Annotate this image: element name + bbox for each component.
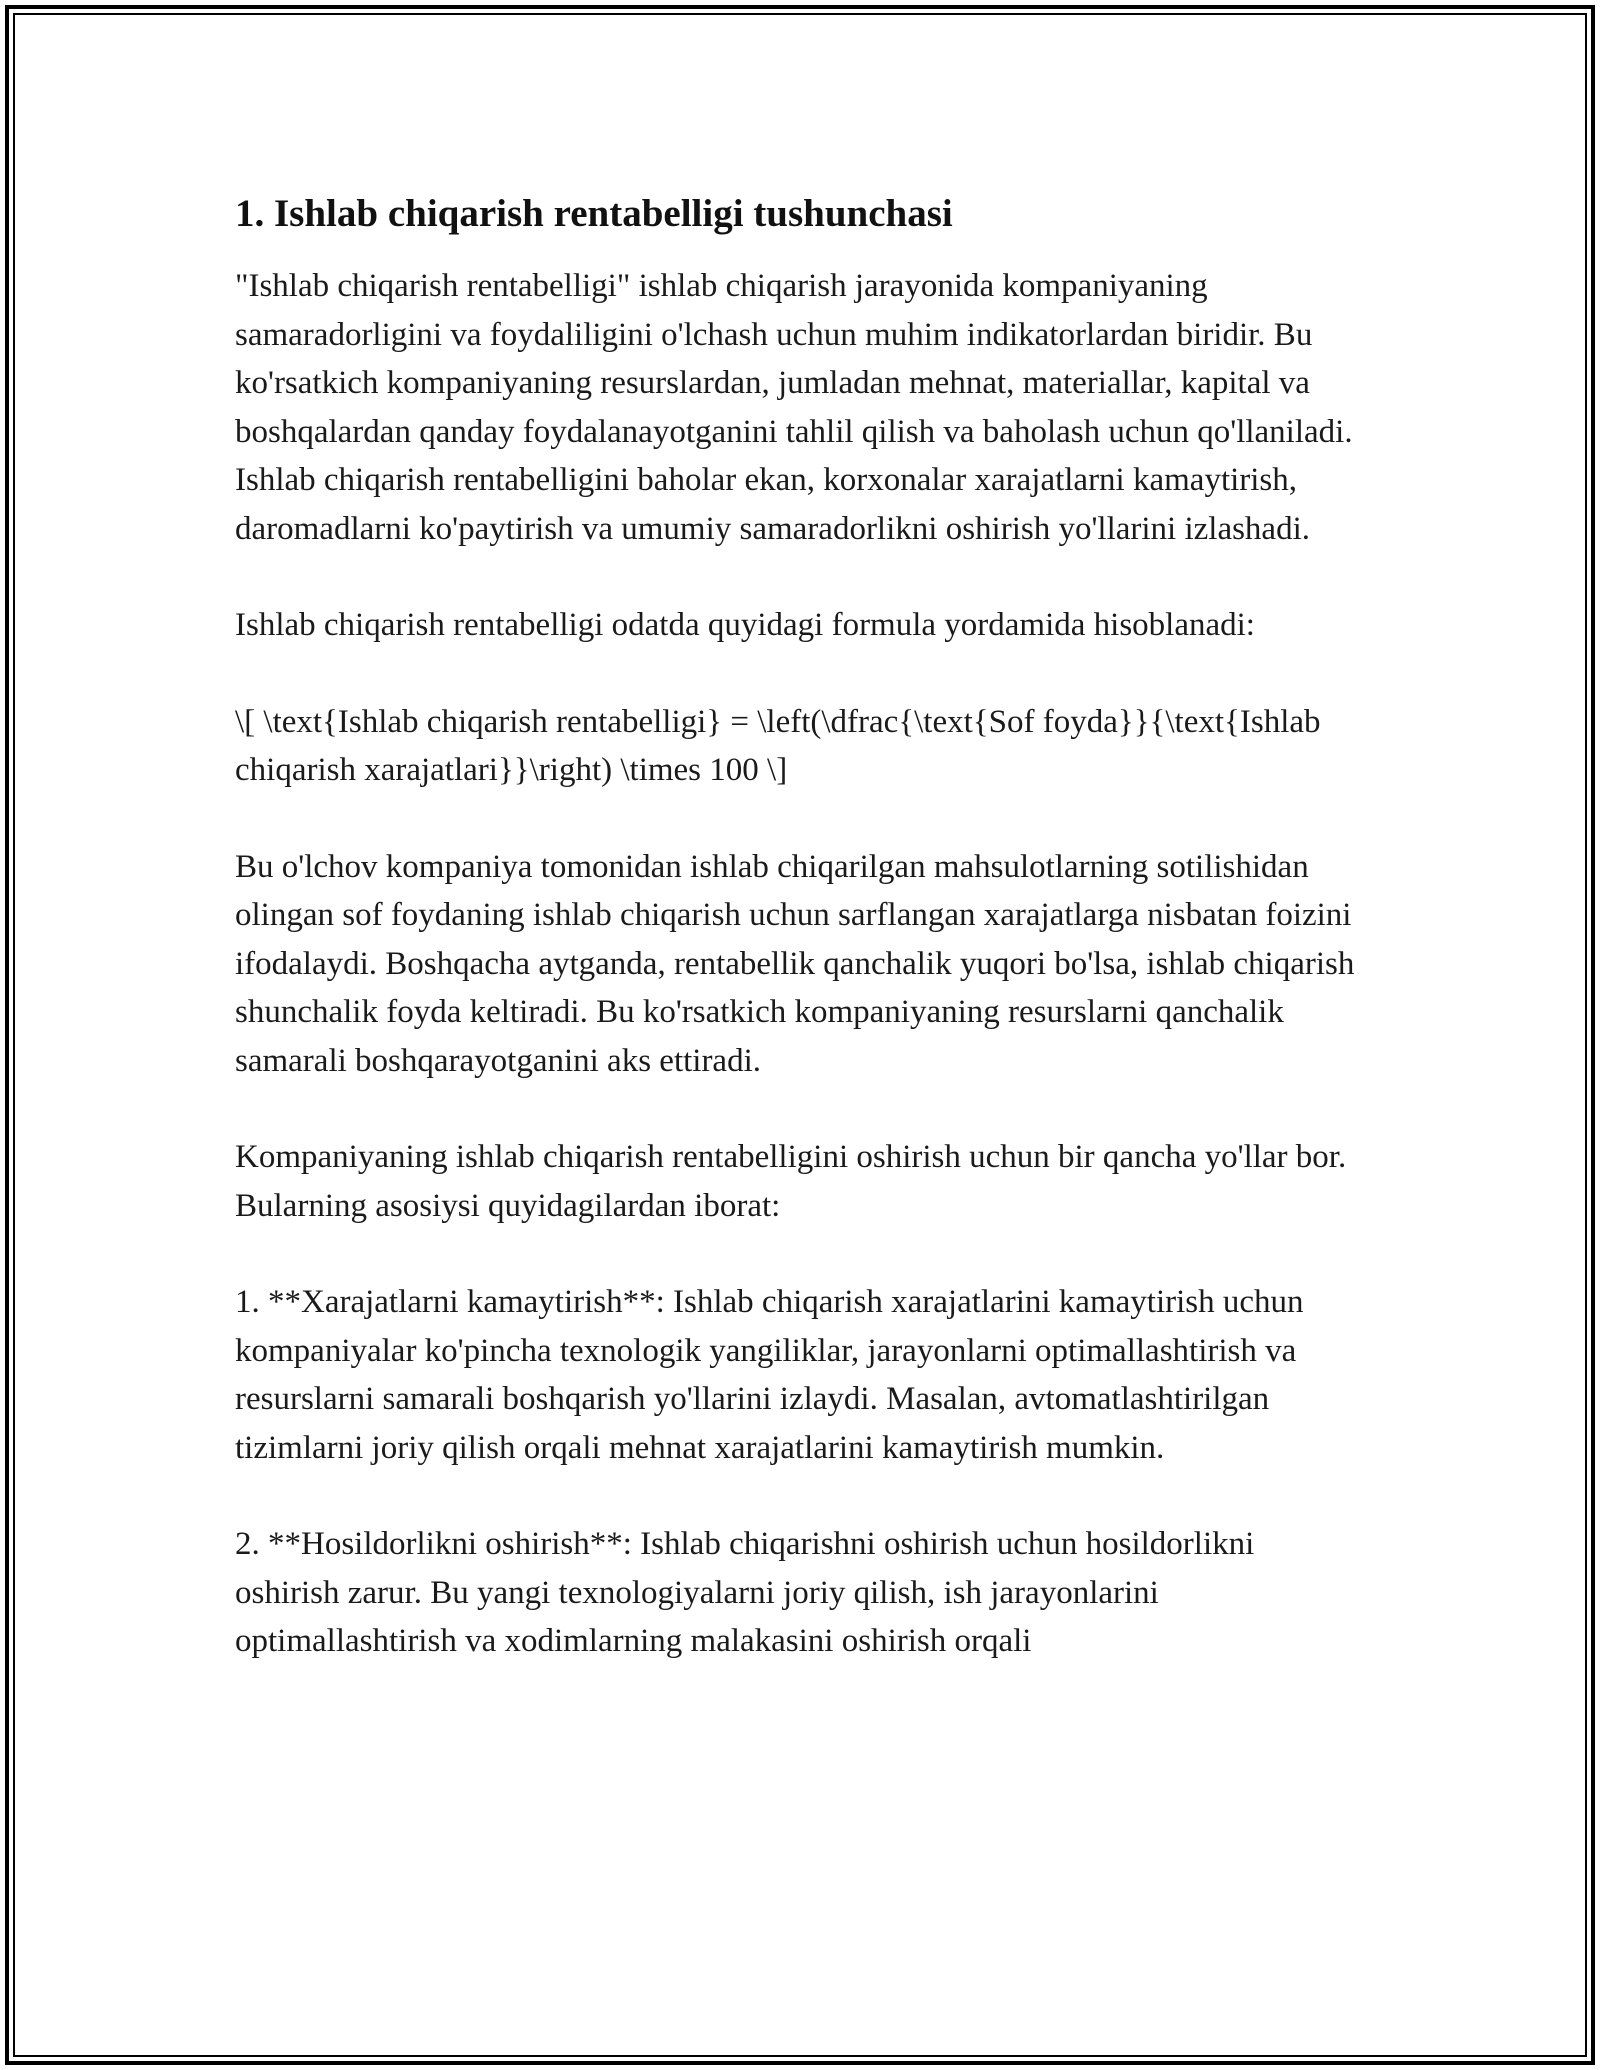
list-item-cost-reduction: 1. **Xarajatlarni kamaytirish**: Ishlab chiqarish xarajatlarini kamaytirish uchun kompaniyalar ko'pincha texnologik yangiliklar, jarayonlarni optimallashtirish va resurslarni samarali boshqarish yo'llarini izlaydi. Masalan, avtomatlashtirilgan tizimlarni joriy qilish orqali mehnat xarajatlarini kamaytirish mumkin.: [235, 1284, 1304, 1466]
list-item-productivity: 2. **Hosildorlikni oshirish**: Ishlab chiqarishni oshirish uchun hosildorlikni oshirish zarur. Bu yangi texnologiyalarni joriy qilish, ish jarayonlarini optimallashtirish va xodimlarning malakasini oshirish orqali: [235, 1526, 1255, 1659]
paragraph-formula-intro: Ishlab chiqarish rentabelligi odatda quyidagi formula yordamida hisoblanadi:: [235, 607, 1255, 643]
paragraph-explanation: Bu o'lchov kompaniya tomonidan ishlab chiqarilgan mahsulotlarning sotilishidan olingan sof foydaning ishlab chiqarish uchun sarflangan xarajatlarga nisbatan foizini ifodalaydi. Boshqacha aytganda, rentabellik qanchalik yuqori bo'lsa, ishlab chiqarish shunchalik foyda keltiradi. Bu ko'rsatkich kompaniyaning resurslarni qanchalik samarali boshqarayotganini aks ettiradi.: [235, 848, 1355, 1079]
section-heading: 1. Ishlab chiqarish rentabelligi tushunchasi: [235, 192, 953, 235]
paragraph-definition: "Ishlab chiqarish rentabelligi" ishlab chiqarish jarayonida kompaniyaning samaradorligini va foydaliligini o'lchash uchun muhim indikatorlardan biridir. Bu ko'rsatkich kompaniyaning resurslardan, jumladan mehnat, materiallar, kapital va boshqalardan qanday foydalanayotganini tahlil qilish va baholash uchun qo'llaniladi. Ishlab chiqarish rentabelligini baholar ekan, korxonalar xarajatlarni kamaytirish, daromadlarni ko'paytirish va umumiy samaradorlikni oshirish yo'llarini izlashadi.: [235, 268, 1353, 547]
paragraph-ways-intro: Kompaniyaning ishlab chiqarish rentabelligini oshirish uchun bir qancha yo'llar bor. Bularning asosiysi quyidagilardan iborat:: [235, 1139, 1347, 1224]
document-body: [235, 186, 1365, 1666]
formula-latex: \[ \text{Ishlab chiqarish rentabelligi} = \left(\dfrac{\text{Sof foyda}}{\text{Ishlab chiqarish xarajatlari}}\right) \times 100 \]: [235, 703, 1321, 788]
